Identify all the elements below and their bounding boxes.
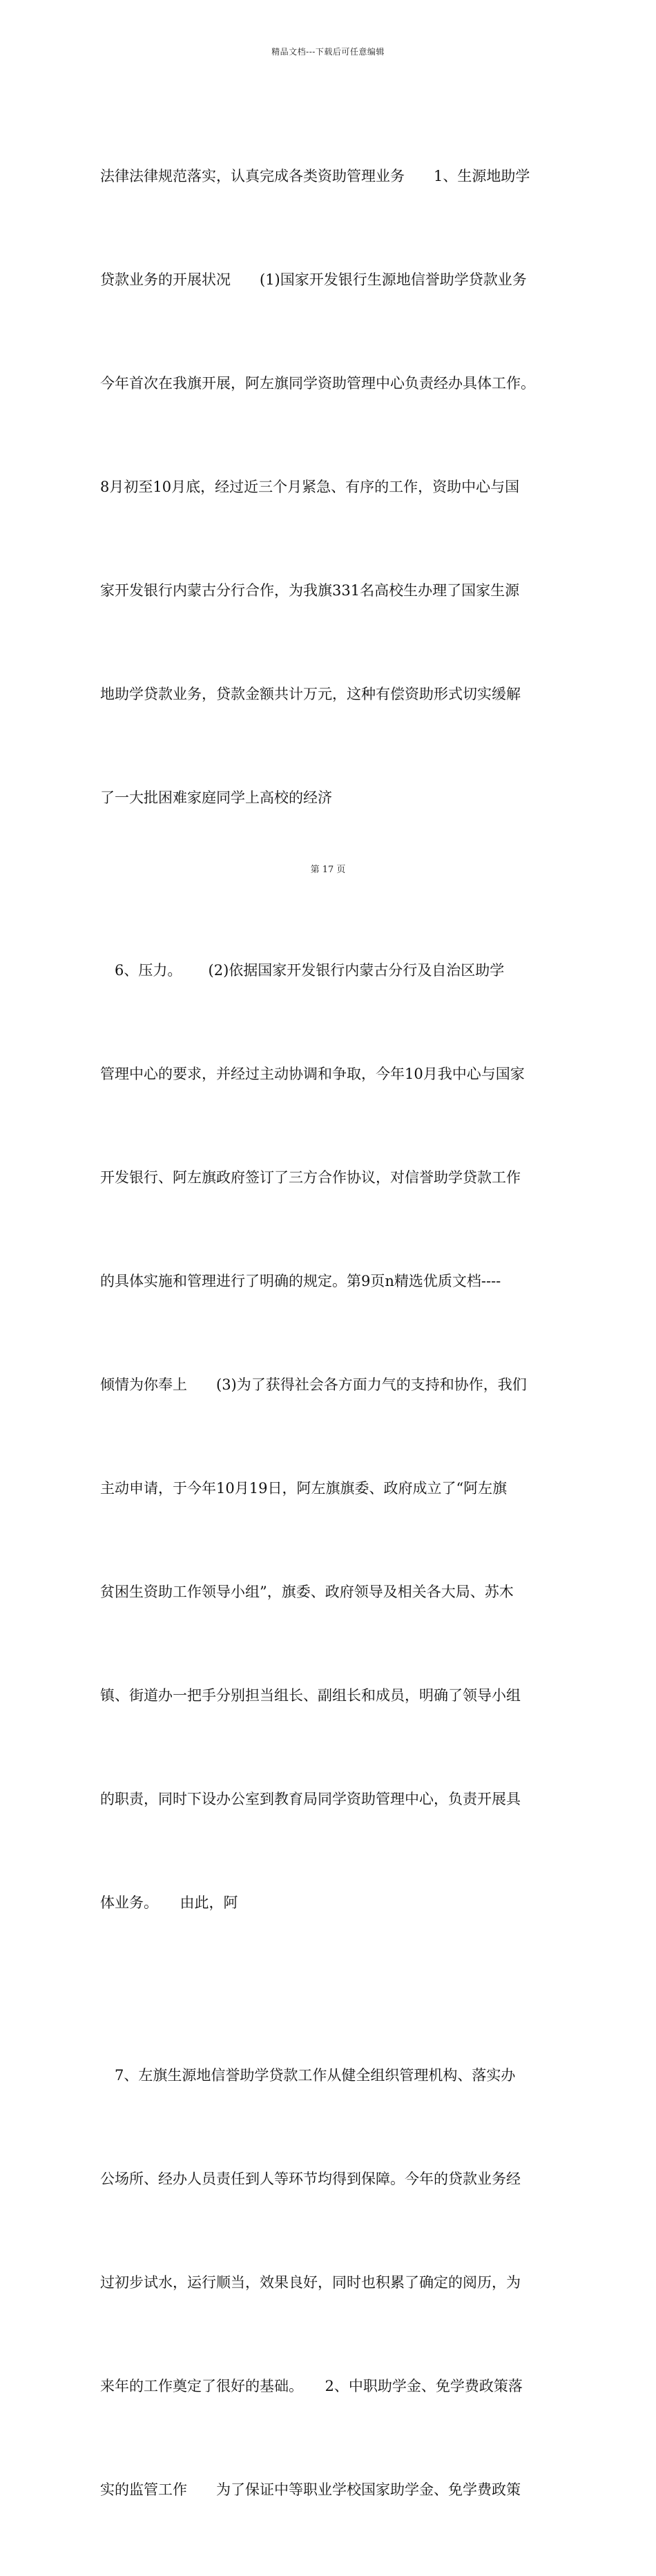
paragraph-1	[100, 90, 559, 884]
page-number-prefix: 第	[310, 865, 320, 875]
text-line: 实的监管工作 为了保证中等职业学校国家助学金、免学费政策	[100, 2481, 521, 2498]
text-line: 7、左旗生源地信誉助学贷款工作从健全组织管理机构、落实办	[100, 2067, 516, 2084]
text-line: 8月初至10月底，经过近三个月紧急、有序的工作，资助中心与国	[100, 479, 520, 495]
page-footer	[0, 862, 656, 875]
text-line: 今年首次在我旗开展，阿左旗同学资助管理中心负责经办具体工作。	[100, 375, 535, 392]
text-line: 贫困生资助工作领导小组”，旗委、政府领导及相关各大局、苏木	[100, 1584, 514, 1600]
text-line: 开发银行、阿左旗政府签订了三方合作协议，对信誉助学贷款工作	[100, 1169, 521, 1186]
text-line: 的职责，同时下设办公室到教育局同学资助管理中心，负责开展具	[100, 1791, 521, 1807]
page-header	[0, 46, 656, 57]
text-line: 倾情为你奉上 (3)为了获得社会各方面力气的支持和协作，我们	[100, 1376, 527, 1393]
text-line: 管理中心的要求，并经过主动协调和争取，今年10月我中心与国家	[100, 1066, 525, 1082]
text-line: 来年的工作奠定了很好的基础。 2、中职助学金、免学费政策落	[100, 2378, 523, 2394]
text-line: 过初步试水，运行顺当，效果良好，同时也积累了确定的阅历，为	[100, 2274, 521, 2291]
text-line: 主动申请，于今年10月19日，阿左旗旗委、政府成立了“阿左旗	[100, 1480, 508, 1497]
text-line: 家开发银行内蒙古分行合作，为我旗331名高校生办理了国家生源	[100, 582, 520, 599]
header-text: 精品文档---下载后可任意编辑	[271, 47, 385, 57]
text-line: 的具体实施和管理进行了明确的规定。第9页n精选优质文档----	[100, 1273, 501, 1289]
text-line: 了一大批困难家庭同学上高校的经济	[100, 789, 332, 806]
text-line: 法律法律规范落实，认真完成各类资助管理业务 1、生源地助学	[100, 168, 530, 184]
text-line: 贷款业务的开展状况 (1)国家开发银行生源地信誉助学贷款业务	[100, 271, 527, 288]
paragraph-3	[100, 1989, 559, 2576]
text-line: 6、压力。 (2)依据国家开发银行内蒙古分行及自治区助学	[100, 962, 505, 979]
paragraph-2	[100, 884, 559, 1989]
text-line: 镇、街道办一把手分别担当组长、副组长和成员，明确了领导小组	[100, 1687, 521, 1704]
text-line: 公场所、经办人员责任到人等环节均得到保障。今年的贷款业务经	[100, 2171, 521, 2187]
document-body	[100, 90, 559, 2576]
page-number: 17	[322, 865, 334, 875]
text-line: 地助学贷款业务，贷款金额共计万元，这种有偿资助形式切实缓解	[100, 686, 521, 702]
text-line: 体业务。 由此，阿	[100, 1894, 238, 1911]
page-number-suffix: 页	[336, 865, 346, 875]
